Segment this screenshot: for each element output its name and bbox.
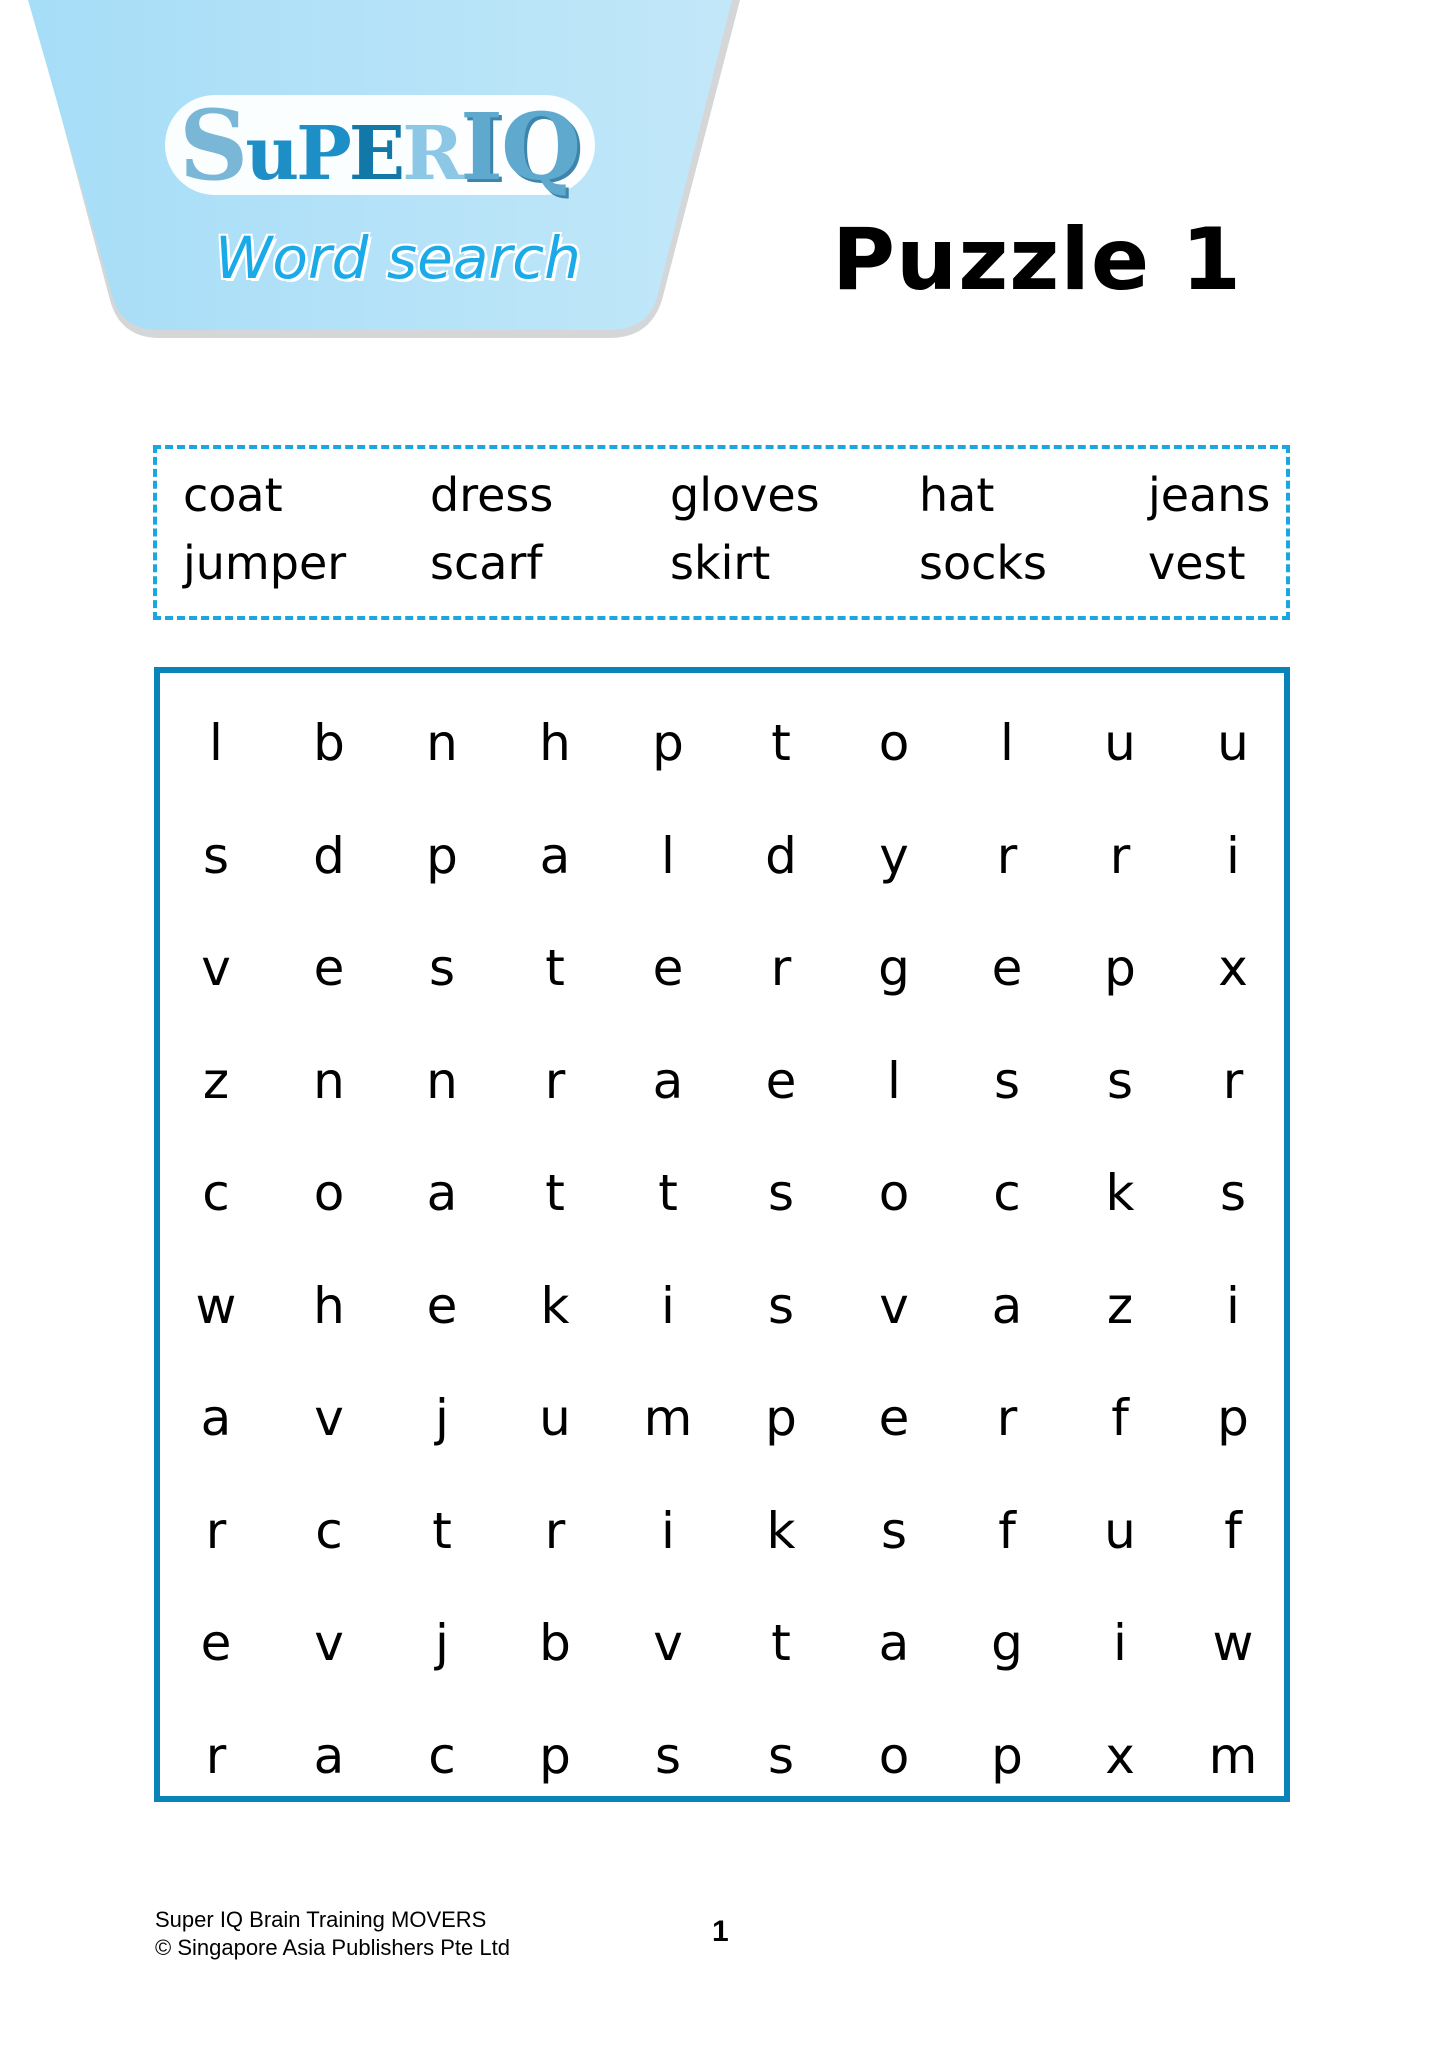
grid-cell[interactable]: s (1219, 1164, 1247, 1223)
word-list-item: hat (919, 468, 995, 522)
page-number: 1 (712, 1915, 729, 1948)
grid-cell[interactable]: a (991, 1276, 1023, 1335)
word-list-item: socks (919, 536, 1048, 590)
grid-cell[interactable]: k (540, 1276, 570, 1335)
word-list-box (153, 445, 1290, 620)
grid-cell[interactable]: d (765, 826, 797, 885)
grid-cell[interactable]: s (202, 826, 230, 885)
grid-cell[interactable]: u (1217, 714, 1249, 773)
grid-cell[interactable]: f (998, 1501, 1016, 1560)
grid-cell[interactable]: r (996, 826, 1018, 885)
grid-cell[interactable]: d (313, 826, 345, 885)
logo-iq-text: IQ (460, 93, 580, 201)
grid-cell[interactable]: t (771, 1614, 791, 1673)
word-list-item: dress (430, 468, 554, 522)
grid-cell[interactable]: t (545, 939, 565, 998)
grid-cell[interactable]: k (1105, 1164, 1135, 1223)
header-banner (0, 0, 760, 345)
grid-cell[interactable]: f (1224, 1501, 1242, 1560)
grid-cell[interactable]: e (991, 939, 1023, 998)
grid-cell[interactable]: e (313, 939, 345, 998)
grid-cell[interactable]: r (996, 1389, 1018, 1448)
grid-cell[interactable]: w (1212, 1614, 1254, 1673)
grid-cell[interactable]: v (314, 1614, 344, 1673)
grid-cell[interactable]: t (432, 1501, 452, 1560)
grid-cell[interactable]: f (1111, 1389, 1129, 1448)
logo-super-text (179, 89, 461, 202)
grid-cell[interactable]: r (1222, 1051, 1244, 1110)
grid-cell[interactable]: a (539, 826, 571, 885)
grid-cell[interactable]: v (314, 1389, 344, 1448)
grid-cell[interactable]: l (209, 714, 223, 773)
grid-cell[interactable]: e (765, 1051, 797, 1110)
grid-cell[interactable]: s (767, 1164, 795, 1223)
grid-cell[interactable]: g (878, 939, 910, 998)
word-list-item: coat (183, 468, 283, 522)
grid-cell[interactable]: y (879, 826, 909, 885)
grid-cell[interactable]: b (313, 714, 345, 773)
grid-cell[interactable]: a (426, 1164, 458, 1223)
grid-cell[interactable]: k (766, 1501, 796, 1560)
grid-cell[interactable]: t (658, 1164, 678, 1223)
logo-letter: P (296, 111, 349, 197)
grid-cell[interactable]: e (878, 1389, 910, 1448)
grid-cell[interactable]: s (767, 1726, 795, 1785)
grid-cell[interactable]: o (878, 1726, 910, 1785)
super-iq-logo (165, 89, 605, 205)
grid-cell[interactable]: c (315, 1501, 343, 1560)
grid-cell[interactable]: s (428, 939, 456, 998)
grid-cell[interactable]: x (1218, 939, 1248, 998)
logo-letter: u (245, 111, 297, 197)
footer-copyright: © Singapore Asia Publishers Pte Ltd (155, 1935, 510, 1960)
grid-cell[interactable]: i (1113, 1614, 1127, 1673)
grid-cell[interactable]: a (878, 1614, 910, 1673)
word-list-item: jumper (183, 536, 347, 590)
word-list-item: vest (1148, 536, 1246, 590)
grid-cell[interactable]: a (313, 1726, 345, 1785)
grid-cell[interactable]: h (313, 1276, 345, 1335)
letter-grid (180, 687, 1310, 1812)
grid-cell[interactable]: i (1226, 1276, 1240, 1335)
grid-cell[interactable]: s (1106, 1051, 1134, 1110)
grid-cell[interactable]: l (1000, 714, 1014, 773)
grid-cell[interactable]: b (539, 1614, 571, 1673)
grid-cell[interactable]: s (767, 1276, 795, 1335)
grid-cell[interactable]: p (652, 714, 684, 773)
grid-cell[interactable]: a (652, 1051, 684, 1110)
grid-cell[interactable]: e (200, 1614, 232, 1673)
grid-cell[interactable]: n (426, 1051, 458, 1110)
grid-cell[interactable]: m (643, 1389, 693, 1448)
grid-cell[interactable]: h (539, 714, 571, 773)
grid-cell[interactable]: p (1104, 939, 1136, 998)
grid-cell[interactable]: r (770, 939, 792, 998)
page-title: Puzzle 1 (832, 210, 1242, 310)
grid-cell[interactable]: u (1104, 1501, 1136, 1560)
grid-cell[interactable]: n (313, 1051, 345, 1110)
grid-cell[interactable]: z (202, 1051, 230, 1110)
grid-cell[interactable]: a (200, 1389, 232, 1448)
grid-cell[interactable]: c (428, 1726, 456, 1785)
logo-letter: R (402, 111, 461, 197)
grid-cell[interactable]: c (202, 1164, 230, 1223)
grid-cell[interactable]: m (1208, 1726, 1258, 1785)
grid-cell[interactable]: r (544, 1501, 566, 1560)
grid-cell[interactable]: z (1106, 1276, 1134, 1335)
grid-cell[interactable]: r (1109, 826, 1131, 885)
grid-cell[interactable]: s (654, 1726, 682, 1785)
grid-cell[interactable]: s (993, 1051, 1021, 1110)
grid-cell[interactable]: i (661, 1276, 675, 1335)
word-list-item: gloves (670, 468, 820, 522)
grid-cell[interactable]: p (1217, 1389, 1249, 1448)
grid-cell[interactable]: u (1104, 714, 1136, 773)
logo-letter: S (179, 89, 246, 202)
word-list-item: scarf (430, 536, 543, 590)
grid-cell[interactable]: x (1105, 1726, 1135, 1785)
grid-cell[interactable]: o (878, 1164, 910, 1223)
grid-cell[interactable]: o (313, 1164, 345, 1223)
grid-cell[interactable]: e (652, 939, 684, 998)
grid-cell[interactable]: p (539, 1726, 571, 1785)
grid-cell[interactable]: i (661, 1501, 675, 1560)
grid-cell[interactable]: j (435, 1389, 449, 1448)
grid-cell[interactable]: r (205, 1726, 227, 1785)
footer-book-title: Super IQ Brain Training MOVERS (155, 1907, 487, 1932)
grid-cell[interactable]: r (205, 1501, 227, 1560)
section-subtitle: Word search (215, 224, 581, 292)
grid-cell[interactable]: t (545, 1164, 565, 1223)
grid-cell[interactable]: l (887, 1051, 901, 1110)
grid-cell[interactable]: r (544, 1051, 566, 1110)
grid-cell[interactable]: p (991, 1726, 1023, 1785)
grid-cell[interactable]: o (878, 714, 910, 773)
grid-cell[interactable]: e (426, 1276, 458, 1335)
grid-cell[interactable]: u (539, 1389, 571, 1448)
grid-cell[interactable]: p (765, 1389, 797, 1448)
grid-cell[interactable]: t (771, 714, 791, 773)
word-list-item: skirt (670, 536, 771, 590)
grid-cell[interactable]: v (653, 1614, 683, 1673)
grid-cell[interactable]: v (879, 1276, 909, 1335)
letter-grid-box (154, 667, 1290, 1802)
grid-cell[interactable]: s (880, 1501, 908, 1560)
grid-cell[interactable]: c (993, 1164, 1021, 1223)
grid-cell[interactable]: n (426, 714, 458, 773)
grid-cell[interactable]: w (195, 1276, 237, 1335)
grid-cell[interactable]: p (426, 826, 458, 885)
word-list-item: jeans (1148, 468, 1271, 522)
grid-cell[interactable]: l (661, 826, 675, 885)
grid-cell[interactable]: j (435, 1614, 449, 1673)
grid-cell[interactable]: i (1226, 826, 1240, 885)
logo-letter: E (348, 111, 403, 197)
grid-cell[interactable]: v (201, 939, 231, 998)
grid-cell[interactable]: g (991, 1614, 1023, 1673)
